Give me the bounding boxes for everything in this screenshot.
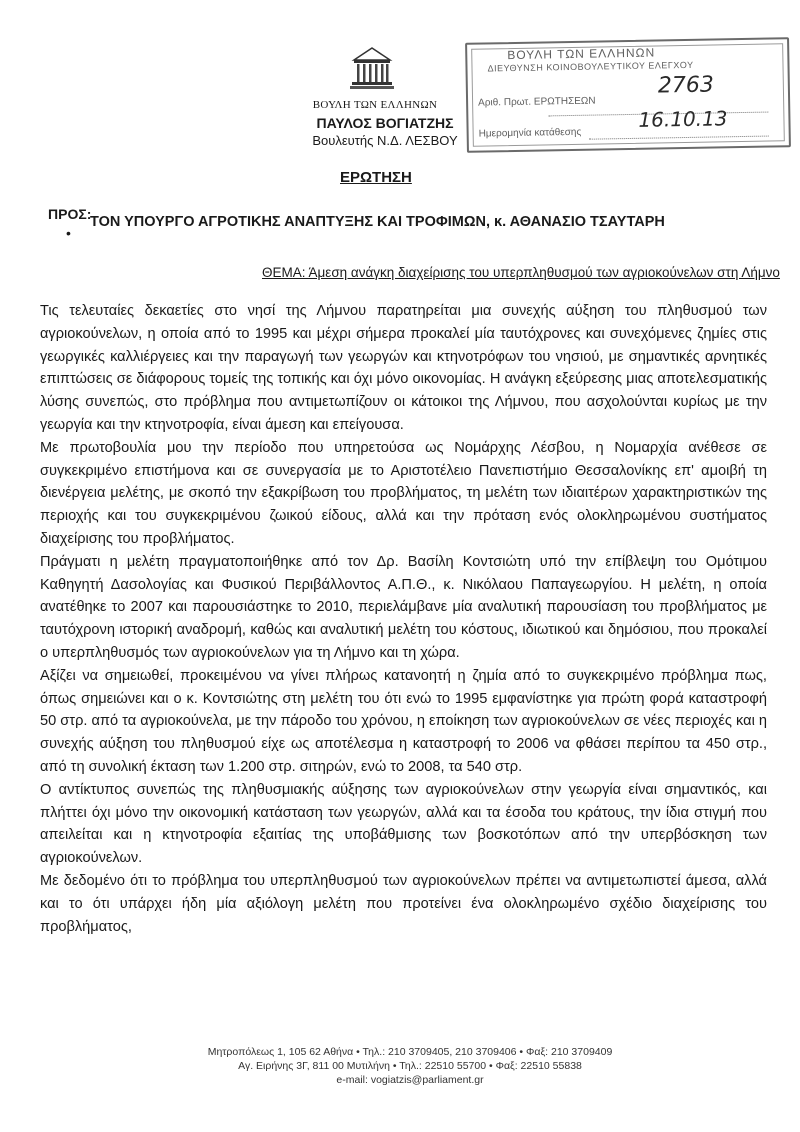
registration-stamp xyxy=(465,37,791,153)
paragraph: Ο αντίκτυπος συνεπώς της πληθυσμιακής αύξησης των αγριοκούνελων στην γεωργία είναι σημαντικός, και πλήττει όχι μόνο την οικονομική κατάσταση των γεωργών, αλλά και τα έσοδα του κράτους, την ίδια στιγμή που απειλείται και η κτηνοτροφία εξαιτίας της υποβάθμισης των βοσκοτόπων από την υπερβόσκηση των αγριοκούνελων. xyxy=(40,781,767,867)
subject-line: ΘΕΜΑ: Άμεση ανάγκη διαχείρισης του υπερπληθυσμού των αγριοκούνελων στη Λήμνο xyxy=(262,265,780,280)
stamp-line-2: ΔΙΕΥΘΥΝΣΗ ΚΟΙΝΟΒΟΥΛΕΥΤΙΚΟΥ ΕΛΕΓΧΟΥ xyxy=(487,59,694,74)
mp-name: ΠΑΥΛΟΣ ΒΟΓΙΑΤΖΗΣ xyxy=(316,115,454,131)
stamp-line-1: ΒΟΥΛΗ ΤΩΝ ΕΛΛΗΝΩΝ xyxy=(507,45,656,63)
contact-footer xyxy=(140,1045,680,1087)
stamp-line-4: Ημερομηνία κατάθεσης xyxy=(478,126,582,140)
recipient: ΤΟΝ ΥΠΟΥΡΓΟ ΑΓΡΟΤΙΚΗΣ ΑΝΑΠΤΥΞΗΣ ΚΑΙ ΤΡΟΦΙΜΩΝ, κ. ΑΘΑΝΑΣΙΟ ΤΣΑΥΤΑΡΗ xyxy=(90,214,665,230)
to-label: ΠΡΟΣ: xyxy=(48,206,92,222)
footer-athens-address: Μητροπόλεως 1, 105 62 Αθήνα • Τηλ.: 210 3709405, 210 3709406 • Φαξ: 210 3709409 xyxy=(207,1046,613,1058)
paragraph: Τις τελευταίες δεκαετίες στο νησί της Λήμνου παρατηρείται μια συνεχής αύξηση του πληθυσμού των αγριοκούνελων, η οποία από το 1995 και μέχρι σήμερα προκαλεί μία ταυτόχρονες και συνεχόμενες ζημίες στις γεωργικές καλλιέργειες και την παραγωγή των γεωργών και κτηνοτρόφων του νησιού, με σημαντικές αρνητικές επιπτώσεις σε διάφορους τομείς της τοπικής και όχι μόνο οικονομίας. Η ανάγκη εξεύρεσης μιας αποτελεσματικής λύσης συνεπώς, στο πρόβλημα που αντιμετωπίζουν οι κάτοικοι της Λήμνου, που ασχολούνται κυρίως με την γεωργία και την κτηνοτροφία, είναι άμεση και επείγουσα. xyxy=(40,303,767,433)
footer-mytilene-address: Αγ. Ειρήνης 3Γ, 811 00 Μυτιλήνη • Τηλ.: 22510 55700 • Φαξ: 22510 55838 xyxy=(238,1060,582,1072)
document-title: ΕΡΩΤΗΣΗ xyxy=(340,169,412,186)
parliament-name: ΒΟΥΛΗ ΤΩΝ ΕΛΛΗΝΩΝ xyxy=(312,99,438,111)
paragraph: Πράγματι η μελέτη πραγματοποιήθηκε από τον Δρ. Βασίλη Κοντσιώτη υπό την επίβλεψη του Ομότιμου Καθηγητή Δασολογίας και Φυσικού Περιβάλλοντος Α.Π.Θ., κ. Νικόλαου Παπαγεωργίου. Η μελέτη, η οποία ανατέθηκε το 2007 και παρουσιάστηκε το 2010, περιελάμβανε μία αναλυτική παρουσίαση του προβλήματος με ταυτόχρονη ιστορική αναδρομή, καθώς και αναλυτική μελέτη του κόστους, ιδιωτικού και δημόσιου, που προκαλεί ο υπερπληθυσμός των αγριοκούνελων για τη Λήμνο και τη χώρα. xyxy=(40,553,767,661)
footer-email: e-mail: vogiatzis@parliament.gr xyxy=(336,1074,484,1086)
paragraph: Αξίζει να σημειωθεί, προκειμένου να γίνει πλήρως κατανοητή η ζημία από το συγκεκριμένο πρόβλημα πως, όπως σημειώνει και ο κ. Κοντσιώτης στη μελέτη του ότι ενώ το 1995 εμφανίστηκε για πρώτη φορά καταστροφή 50 στρ. από τα αγριοκούνελα, με την πάροδο του χρόνου, η εποίκηση των αγριοκούνελων σε νέες περιοχές και η συνεχής αύξηση του πληθυσμού είχε ως αποτέλεσμα η καταστροφή το 2006 να φθάσει περίπου τα 450 στρ., από τη συνολική έκταση των 1.200 στρ. σιτηρών, ενώ το 2008, τα 540 στρ. xyxy=(40,667,767,775)
stamp-line-3: Αριθ. Πρωτ. ΕΡΩΤΗΣΕΩΝ xyxy=(478,95,596,109)
stamp-date: 16.10.13 xyxy=(638,106,728,132)
document-body xyxy=(40,300,767,938)
bullet-icon: • xyxy=(66,225,71,241)
parliament-building-logo xyxy=(348,44,396,96)
stamp-protocol-number: 2763 xyxy=(657,72,715,99)
paragraph: Με πρωτοβουλία μου την περίοδο που υπηρετούσα ως Νομάρχης Λέσβου, η Νομαρχία ανέθεσε σε συγκεκριμένο επιστήμονα και σε συνεργασία με το Αριστοτέλειο Πανεπιστήμιο Θεσσαλονίκης επ' αμοιβή τη διενέργεια μελέτης, με σκοπό την εξακρίβωση του προβλήματος, τη μελέτη των ιδιαιτέρων χαρακτηριστικών της περιοχής και του συγκεκριμένου ζωικού είδους, αλλά και την πρόταση ενός ολοκληρωμένου συστήματος διαχείρισης του προβλήματος. xyxy=(40,439,767,547)
paragraph: Με δεδομένο ότι το πρόβλημα του υπερπληθυσμού των αγριοκούνελων πρέπει να αντιμετωπιστεί άμεσα, αλλά και το ότι υπάρχει ήδη μία αξιόλογη μελέτη που προτείνει ένα ολοκληρωμένο σχέδιο διαχείρισης του προβλήματος, xyxy=(40,872,767,935)
mp-role: Βουλευτής Ν.Δ. ΛΕΣΒΟΥ xyxy=(312,133,458,148)
